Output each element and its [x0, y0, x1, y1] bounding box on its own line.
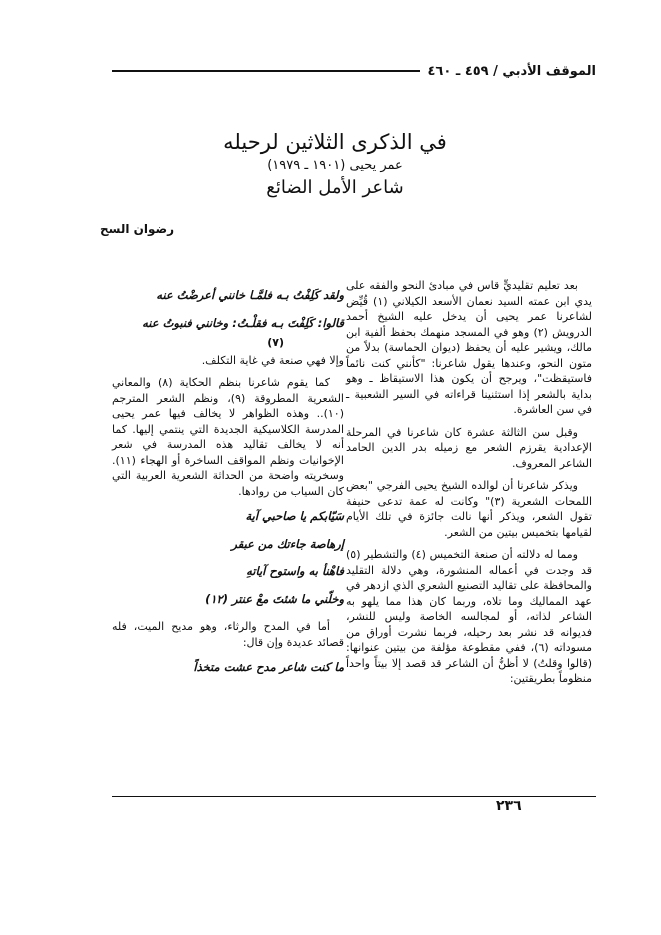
page-number: ٢٣٦ [496, 798, 522, 814]
paragraph: وقبل سن الثالثة عشرة كان شاعرنا في المرحلة الإعدادية يقرزم الشعر مع زميله بدر الدين الحامد الشاعر المعروف. [346, 425, 592, 470]
verse-line: فاهْنأ به واستوح آياتهِ [246, 564, 344, 578]
article-subtitle: عمر يحيى (١٩٠١ ـ ١٩٧٩) [267, 158, 403, 173]
title-block [150, 128, 520, 200]
left-column [112, 278, 344, 688]
verse-line: قالوا: كَلِفْتَ بـه فقلْـتُ: وخانني فنبوتُ عنه [142, 315, 344, 330]
article-tagline: شاعر الأمل الضائع [266, 177, 404, 198]
running-header [112, 60, 596, 82]
footer-rule [112, 796, 596, 797]
paragraph: أما في المدح والرثاء، وهو مديح الميت، فله قصائد عديدة وإن قال: [112, 620, 344, 649]
author-name: رضوان السح [100, 222, 175, 236]
paragraph: ومما له دلالته أن صنعة التخميس (٤) والتشطير (٥) قد وجدت في أعماله المنشورة، وهي دلالة التقليد والمحافظة على تقاليد التصنيع الشعري الذي ازدهر في عهد المماليك وما تلاه، وربما كان هذا مما يلهو به الشاعر لذاته، أو لمجالسه الخاصة وليس للنشر، فديوانه قد نشر بعد رحيله، فربما نشرت أوراق من مسوداته (٦)، ففي مقطوعة مؤلفة من بيتين عنوانها: (قالوا وقلتُ) لا أظنُّ أن الشاعر قد قصد إلا بيتاً واحداً منظوماً بطريقتين: [346, 548, 593, 685]
verse-line: وخلّني ما شئتَ معْ عنتر (١٢) [205, 591, 344, 606]
verse-line: ما كنت شاعر مدح عشت متخذاً [193, 660, 344, 674]
paragraph: كما يقوم شاعرنا بنظم الحكاية (٨) والمعاني الشعرية المطروقة (٩)، ونظم الشعر المترجم (١٠).. وهذه الظواهر لا يخالف فيها عمر يحيى المدرسة الكلاسيكية الجديدة التي ينتمي إليها. كما أنه لا يخالف تقاليد هذه المدرسة في شعر الإخوانيات ونظم المواقف الساخرة أو الهجاء (١١). وسخريته واضحة من الحداثة الشعرية العربية التي كان السياب من روادها. [112, 376, 344, 498]
paragraph: بعد تعليم تقليديٍّ قاس في مبادئ النحو والفقه على يدي ابن عمته السيد نعمان الأسعد الكيلاني (١) قُيِّض لشاعرنا عمر يحيى أن يدخل عليه الشيخ أحمد الدرويش (٢) وهو في المسجد منهمك بحفظ ألفية ابن مالك، ويشير عليه أن يحفظ (ديوان الحماسة) بدلاً من متون النحو، وعندها يقول شاعرنا: "كأنني كنت نائماً فاستيقظت"، ويرجح أن يكون هذا الاستيقاظ ـ وهو بداية بالشعر إذا استثنينا قراءاته في السير الشعبية ـ في سن العاشرة. [346, 279, 592, 416]
journal-issue-label: الموقف الأدبي / ٤٥٩ ـ ٤٦٠ [427, 63, 596, 79]
header-rule [112, 70, 420, 72]
paragraph: وإلا فهي صنعة في غاية التكلف. [201, 353, 344, 367]
verse-line: إرهاصة جاءتك من عبقر [231, 536, 344, 551]
paragraph: ويذكر شاعرنا أن لوالده الشيخ يحيى الفرجي "بعض اللمحات الشعرية (٣)" وكانت له عمة تدعى حنيفة تقول الشعر، ويذكر أنها نالت جائزة في تلك الأيام لقيامها بتخميس بيتين من الشعر. [346, 479, 592, 539]
footnote-ref: (٧) [267, 336, 284, 349]
verse-line: سَيّابكم يا صاحبي آية [245, 509, 344, 523]
article-title: في الذكرى الثلاثين لرحيله [223, 130, 447, 154]
verse-line: ولقد كَلِفْتُ بـه فلمَّـا خانني أعرضْتُ عنه [156, 288, 344, 302]
right-column [346, 278, 592, 694]
